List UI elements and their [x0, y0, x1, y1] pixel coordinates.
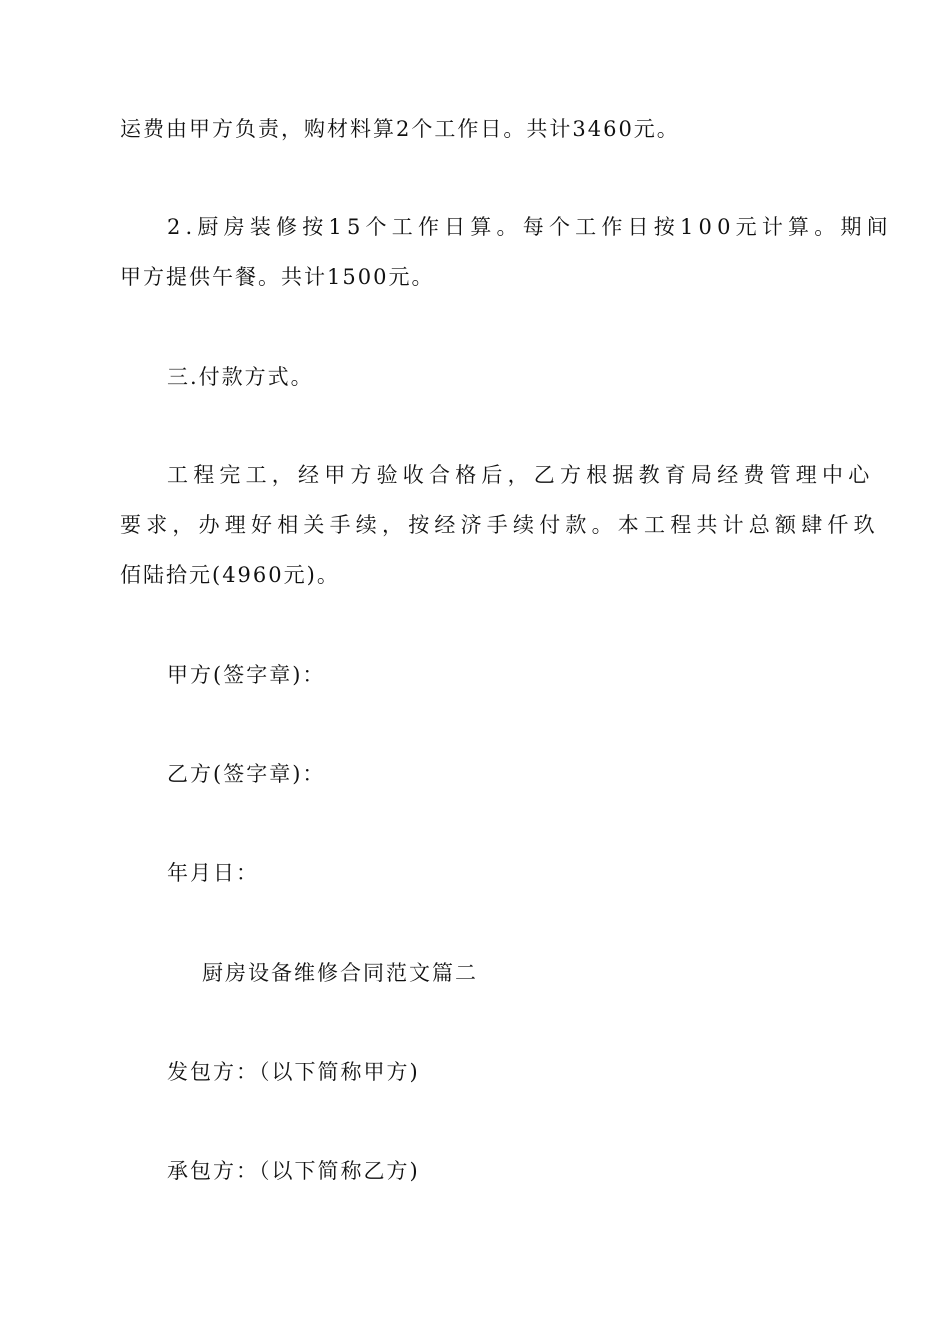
- section-title: 厨房设备维修合同范文篇二: [202, 961, 478, 985]
- paragraph-kitchen-renovation-line-2: 甲方提供午餐。共计1500元。: [120, 265, 435, 289]
- paragraph-payment-line-2: 要求，办理好相关手续，按经济手续付款。本工程共计总额肆仟玖: [120, 513, 880, 537]
- paragraph-transport-cost: 运费由甲方负责，购材料算2个工作日。共计3460元。: [120, 117, 680, 141]
- contractor-line: 承包方：（以下简称乙方): [167, 1159, 420, 1183]
- date-line: 年月日：: [167, 861, 259, 885]
- section-heading-payment-method: 三.付款方式。: [167, 365, 314, 389]
- paragraph-kitchen-renovation-line-1: 2.厨房装修按15个工作日算。每个工作日按100元计算。期间: [167, 215, 893, 239]
- party-a-signature: 甲方(签字章)：: [167, 663, 326, 687]
- paragraph-payment-line-3: 佰陆拾元(4960元)。: [120, 563, 340, 587]
- paragraph-payment-line-1: 工程完工，经甲方验收合格后，乙方根据教育局经费管理中心: [167, 463, 875, 487]
- employer-line: 发包方：（以下简称甲方): [167, 1060, 420, 1084]
- party-b-signature: 乙方(签字章)：: [167, 762, 326, 786]
